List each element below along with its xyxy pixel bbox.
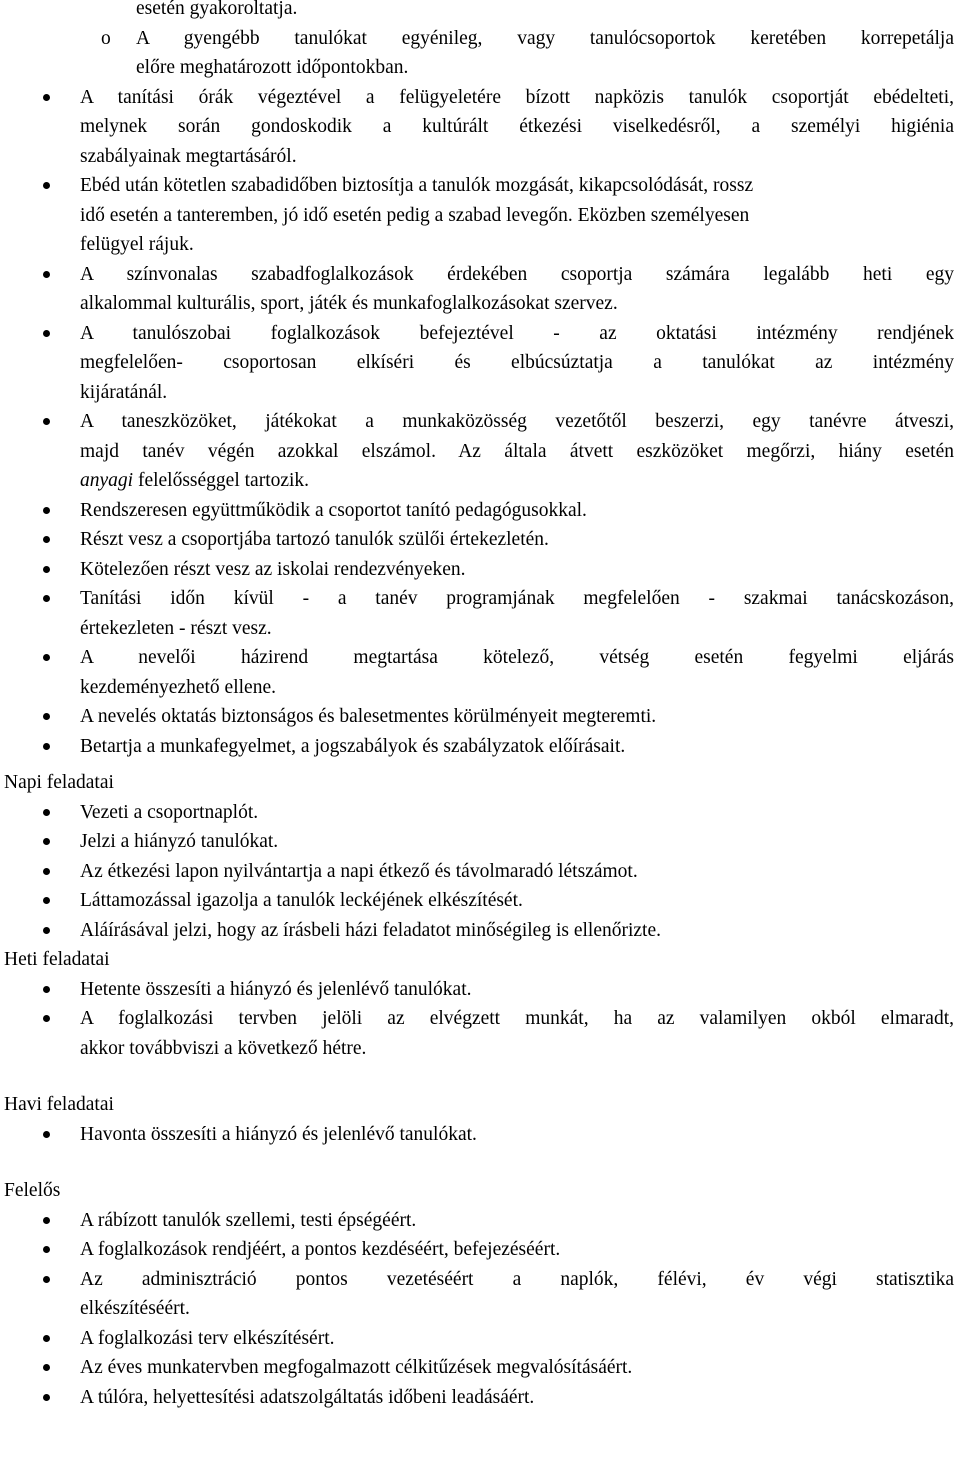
bullet-icon (43, 418, 50, 425)
bullet-icon (43, 330, 50, 337)
list-item (0, 1353, 960, 1383)
bullet-icon (43, 1335, 50, 1342)
bullet-icon (43, 1246, 50, 1253)
bullet-icon (43, 868, 50, 875)
list-item (0, 975, 960, 1005)
bullet-icon (43, 838, 50, 845)
bullet-icon (43, 809, 50, 816)
item-line: akkor továbbviszi a következő hétre. (80, 1037, 367, 1059)
item-line: kezdeményezhető ellene. (80, 676, 276, 698)
bullet-icon (43, 1131, 50, 1138)
list-item (0, 1206, 960, 1236)
bullet-icon (43, 595, 50, 602)
bullet-icon (43, 566, 50, 573)
item-line: megfelelően- csoportosan elkíséri és elbúcsúztatja a tanulókat az intézmény (80, 352, 954, 373)
list-item (0, 1324, 960, 1354)
item-line: idő esetén a tanteremben, jó idő esetén pedig a szabad levegőn. Eközben személyesen (80, 204, 750, 226)
bullet-icon (43, 1015, 50, 1022)
list-item (0, 827, 960, 857)
list-item (0, 496, 960, 526)
item-line: Tanítási időn kívül - a tanév programjának megfelelően - szakmai tanácskozáson, (80, 588, 954, 609)
item-line: Az adminisztráció pontos vezetéséért a naplók, félévi, év végi statisztika (80, 1268, 954, 1290)
item-line: A tanulószobai foglalkozások befejeztével - az oktatási intézmény rendjének (80, 322, 954, 344)
section-heading-havi: Havi feladatai (4, 1094, 114, 1115)
item-line: A rábízott tanulók szellemi, testi épségéért. (80, 1209, 417, 1231)
item-line: majd tanév végén azokkal elszámol. Az általa átvett eszközöket megőrzi, hiány esetén (80, 440, 954, 462)
list-item (0, 171, 960, 260)
item-line: A foglalkozási terv elkészítésért. (80, 1327, 335, 1349)
bullet-icon (43, 743, 50, 750)
bullet-icon (43, 271, 50, 278)
item-line: melynek során gondoskodik a kultúrált étkezési viselkedésről, a személyi higiénia (80, 116, 954, 137)
sub-list-item (0, 24, 960, 83)
list-item (0, 732, 960, 762)
bullet-icon (43, 654, 50, 661)
item-line: A foglalkozási tervben jelöli az elvégzett munkát, ha az valamilyen okból elmaradt, (80, 1008, 954, 1029)
list-item (0, 916, 960, 946)
item-line: Kötelezően részt vesz az iskolai rendezvényeken. (80, 558, 466, 580)
list-item (0, 1235, 960, 1265)
item-line: Ebéd után kötetlen szabadidőben biztosítja a tanulók mozgását, kikapcsolódását, rossz (80, 175, 754, 196)
bullet-icon (43, 986, 50, 993)
item-line: Jelzi a hiányzó tanulókat. (80, 831, 279, 852)
list-item (0, 83, 960, 172)
list-item (0, 886, 960, 916)
item-line: Vezeti a csoportnaplót. (80, 801, 259, 823)
list-item (0, 260, 960, 319)
list-item (0, 857, 960, 887)
item-line: értekezleten - részt vesz. (80, 617, 272, 639)
list-item (0, 1004, 960, 1063)
section-heading-napi: Napi feladatai (4, 772, 114, 793)
list-item (0, 702, 960, 732)
item-line: A foglalkozások rendjéért, a pontos kezdéséért, befejezéséért. (80, 1239, 561, 1260)
item-line (80, 466, 954, 496)
item-line: alkalommal kulturális, sport, játék és munkafoglalkozásokat szervez. (80, 293, 618, 314)
sub-item-line: A gyengébb tanulókat egyénileg, vagy tanulócsoportok keretében korrepetálja (136, 27, 954, 49)
sub-item-line: előre meghatározott időpontokban. (136, 57, 409, 78)
bullet-icon (43, 1394, 50, 1401)
item-line: A tanítási órák végeztével a felügyeletére bízott napközis tanulók csoportját ebédelteti, (80, 86, 954, 108)
item-line-rest: felelősséggel tartozik. (133, 470, 310, 491)
item-line: Az étkezési lapon nyilvántartja a napi étkező és távolmaradó létszámot. (80, 860, 638, 882)
circle-marker: o (101, 27, 111, 49)
list-item (0, 584, 960, 643)
continued-line: esetén gyakoroltatja. (136, 0, 298, 19)
item-line: A nevelés oktatás biztonságos és balesetmentes körülményeit megteremti. (80, 706, 657, 727)
bullet-icon (43, 713, 50, 720)
item-line: A színvonalas szabadfoglalkozások érdekében csoportja számára legalább heti egy (80, 263, 954, 285)
list-item (0, 525, 960, 555)
item-line: A taneszközöket, játékokat a munkaközösség vezetőtől beszerzi, egy tanévre átveszi, (80, 411, 954, 432)
list-item (0, 1383, 960, 1413)
list-item (0, 407, 960, 496)
item-line: A túlóra, helyettesítési adatszolgáltatás időbeni leadásáért. (80, 1386, 535, 1408)
bullet-icon (43, 1276, 50, 1283)
item-line: Az éves munkatervben megfogalmazott célkitűzések megvalósításáért. (80, 1357, 633, 1378)
bullet-icon (43, 94, 50, 101)
item-line: Részt vesz a csoportjába tartozó tanulók szülői értekezletén. (80, 529, 549, 550)
item-line: Betartja a munkafegyelmet, a jogszabályok és szabályzatok előírásait. (80, 735, 626, 757)
item-line: felügyel rájuk. (80, 234, 194, 255)
bullet-icon (43, 182, 50, 189)
italic-word: anyagi (80, 470, 134, 491)
item-line: Rendszeresen együttműködik a csoportot tanító pedagógusokkal. (80, 499, 587, 521)
item-line: Havonta összesíti a hiányzó és jelenlévő tanulókat. (80, 1123, 477, 1145)
list-item (0, 1265, 960, 1324)
item-line: kijáratánál. (80, 381, 168, 403)
item-line: Hetente összesíti a hiányzó és jelenlévő tanulókat. (80, 978, 472, 1000)
bullet-icon (43, 1364, 50, 1371)
bullet-icon (43, 536, 50, 543)
item-line: Láttamozással igazolja a tanulók leckéjének elkészítését. (80, 890, 523, 911)
list-item (0, 1120, 960, 1150)
bullet-icon (43, 927, 50, 934)
item-line: A nevelői házirend megtartása kötelező, vétség esetén fegyelmi eljárás (80, 647, 954, 668)
section-heading-felelos: Felelős (4, 1180, 61, 1201)
item-line: elkészítéséért. (80, 1298, 190, 1319)
item-line: Aláírásával jelzi, hogy az írásbeli házi feladatot minőségileg is ellenőrizte. (80, 919, 661, 941)
list-item (0, 555, 960, 585)
item-line: szabályainak megtartásáról. (80, 145, 297, 167)
list-item (0, 643, 960, 702)
bullet-icon (43, 507, 50, 514)
section-heading-heti: Heti feladatai (4, 949, 110, 970)
bullet-icon (43, 1217, 50, 1224)
list-item (0, 319, 960, 408)
list-item (0, 798, 960, 828)
bullet-icon (43, 897, 50, 904)
